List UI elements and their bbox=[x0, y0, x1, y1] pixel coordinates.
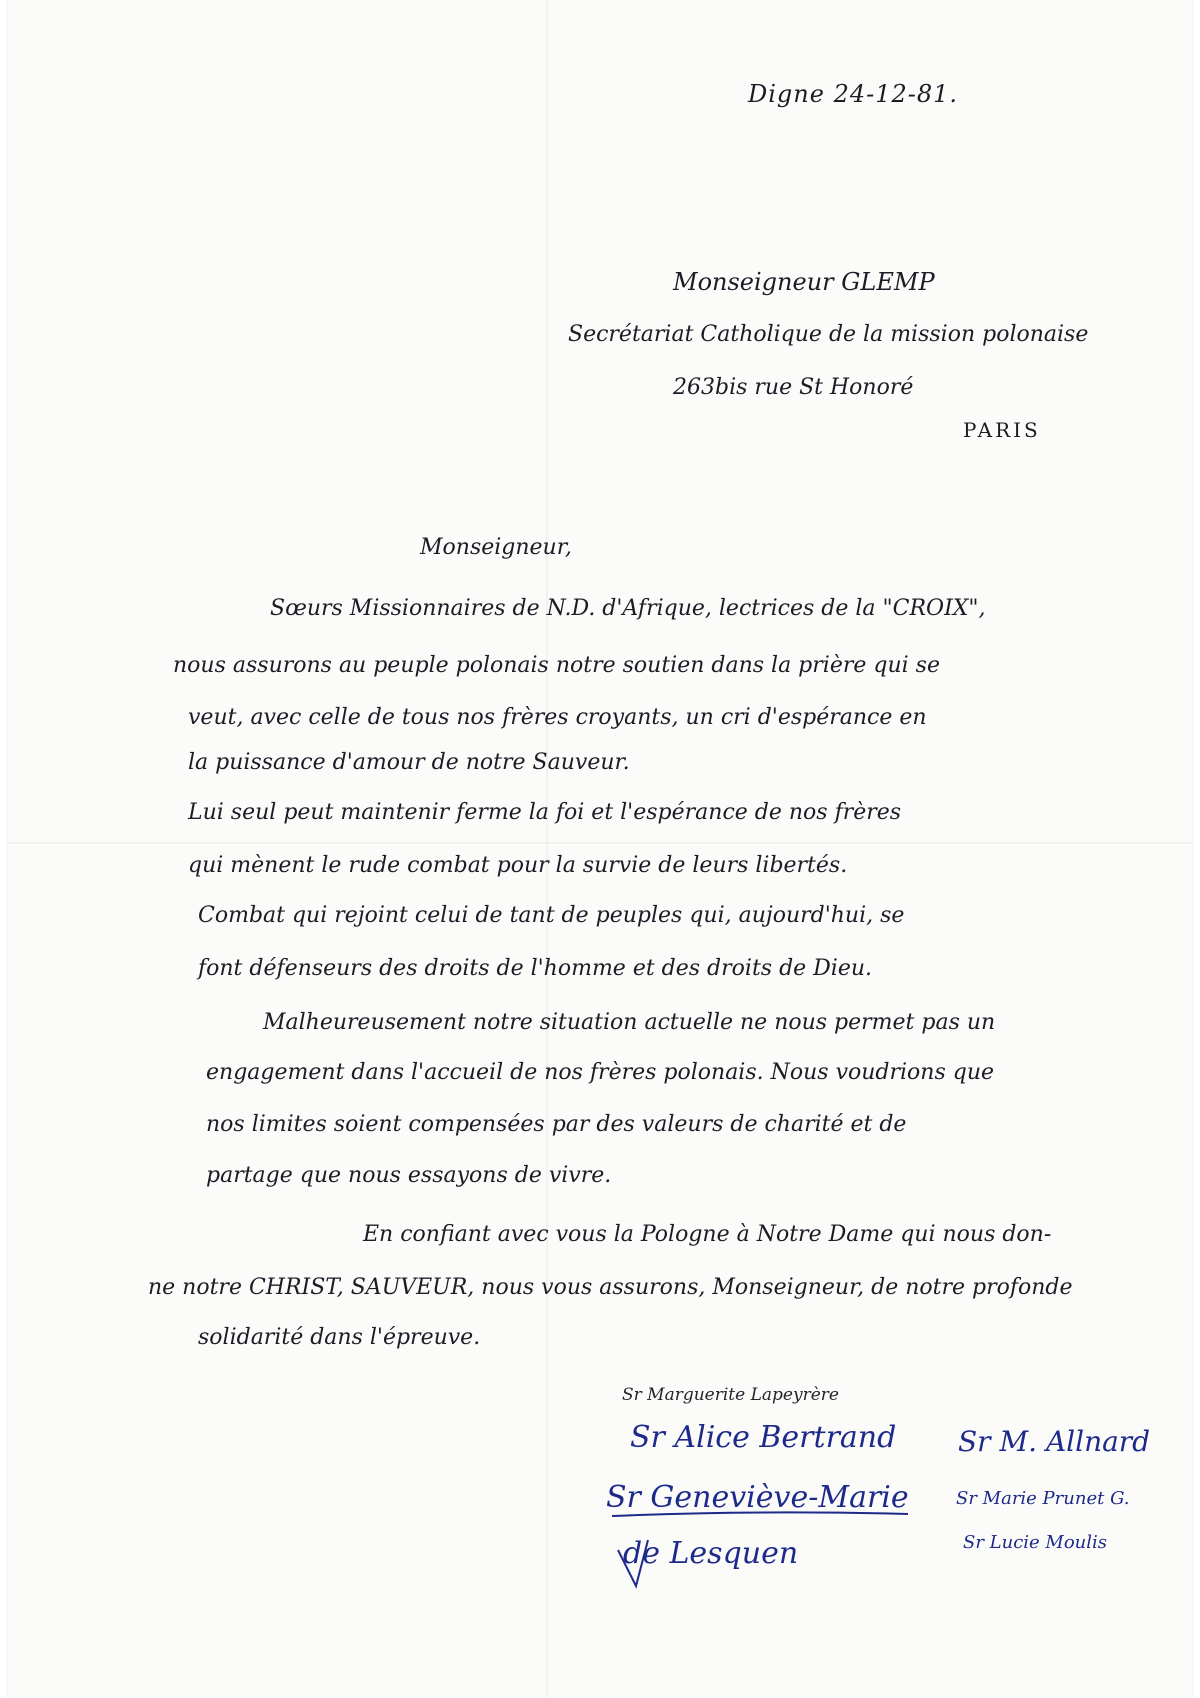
body-line: En confiant avec vous la Pologne à Notre Dame qui nous don- bbox=[363, 1222, 1052, 1247]
body-line: veut, avec celle de tous nos frères croyants, un cri d'espérance en bbox=[188, 705, 927, 730]
recipient-street: 263bis rue St Honoré bbox=[673, 375, 914, 400]
body-line: solidarité dans l'épreuve. bbox=[198, 1325, 481, 1350]
body-line: partage que nous essayons de vivre. bbox=[206, 1163, 612, 1188]
body-line: la puissance d'amour de notre Sauveur. bbox=[188, 750, 630, 775]
recipient-city: PARIS bbox=[963, 418, 1041, 442]
recipient-organization: Secrétariat Catholique de la mission polonaise bbox=[568, 322, 1089, 347]
signature-alice-bertrand: Sr Alice Bertrand bbox=[630, 1420, 897, 1455]
body-line: engagement dans l'accueil de nos frères polonais. Nous voudrions que bbox=[206, 1060, 995, 1085]
signature-flourish bbox=[608, 1510, 928, 1590]
signature-marie-prunet: Sr Marie Prunet G. bbox=[956, 1488, 1130, 1509]
body-line: Malheureusement notre situation actuelle ne nous permet pas un bbox=[263, 1010, 996, 1035]
signature-lucie-moulis: Sr Lucie Moulis bbox=[963, 1532, 1108, 1553]
body-line: nous assurons au peuple polonais notre soutien dans la prière qui se bbox=[173, 653, 940, 678]
signature-de-lesquen: de Lesquen bbox=[623, 1536, 799, 1571]
body-line: Combat qui rejoint celui de tant de peuples qui, aujourd'hui, se bbox=[198, 903, 905, 928]
letter-page bbox=[8, 0, 1192, 1698]
signature-genevieve-marie: Sr Geneviève-Marie bbox=[606, 1480, 909, 1515]
body-line: nos limites soient compensées par des valeurs de charité et de bbox=[206, 1112, 907, 1137]
vertical-fold-line bbox=[546, 0, 548, 1698]
recipient-name: Monseigneur GLEMP bbox=[673, 268, 935, 296]
signature-allnard: Sr M. Allnard bbox=[958, 1425, 1151, 1458]
salutation: Monseigneur, bbox=[420, 535, 572, 560]
body-line: ne notre CHRIST, SAUVEUR, nous vous assurons, Monseigneur, de notre profonde bbox=[148, 1275, 1073, 1300]
body-line: qui mènent le rude combat pour la survie de leurs libertés. bbox=[188, 853, 848, 878]
body-line: font défenseurs des droits de l'homme et des droits de Dieu. bbox=[198, 956, 873, 981]
body-line: Sœurs Missionnaires de N.D. d'Afrique, lectrices de la "CROIX", bbox=[270, 596, 986, 621]
letter-date: Digne 24-12-81. bbox=[748, 80, 959, 108]
horizontal-fold-line bbox=[8, 842, 1192, 844]
body-line: Lui seul peut maintenir ferme la foi et l'espérance de nos frères bbox=[188, 800, 902, 825]
signature-marguerite-lapeyrere: Sr Marguerite Lapeyrère bbox=[622, 1385, 839, 1405]
